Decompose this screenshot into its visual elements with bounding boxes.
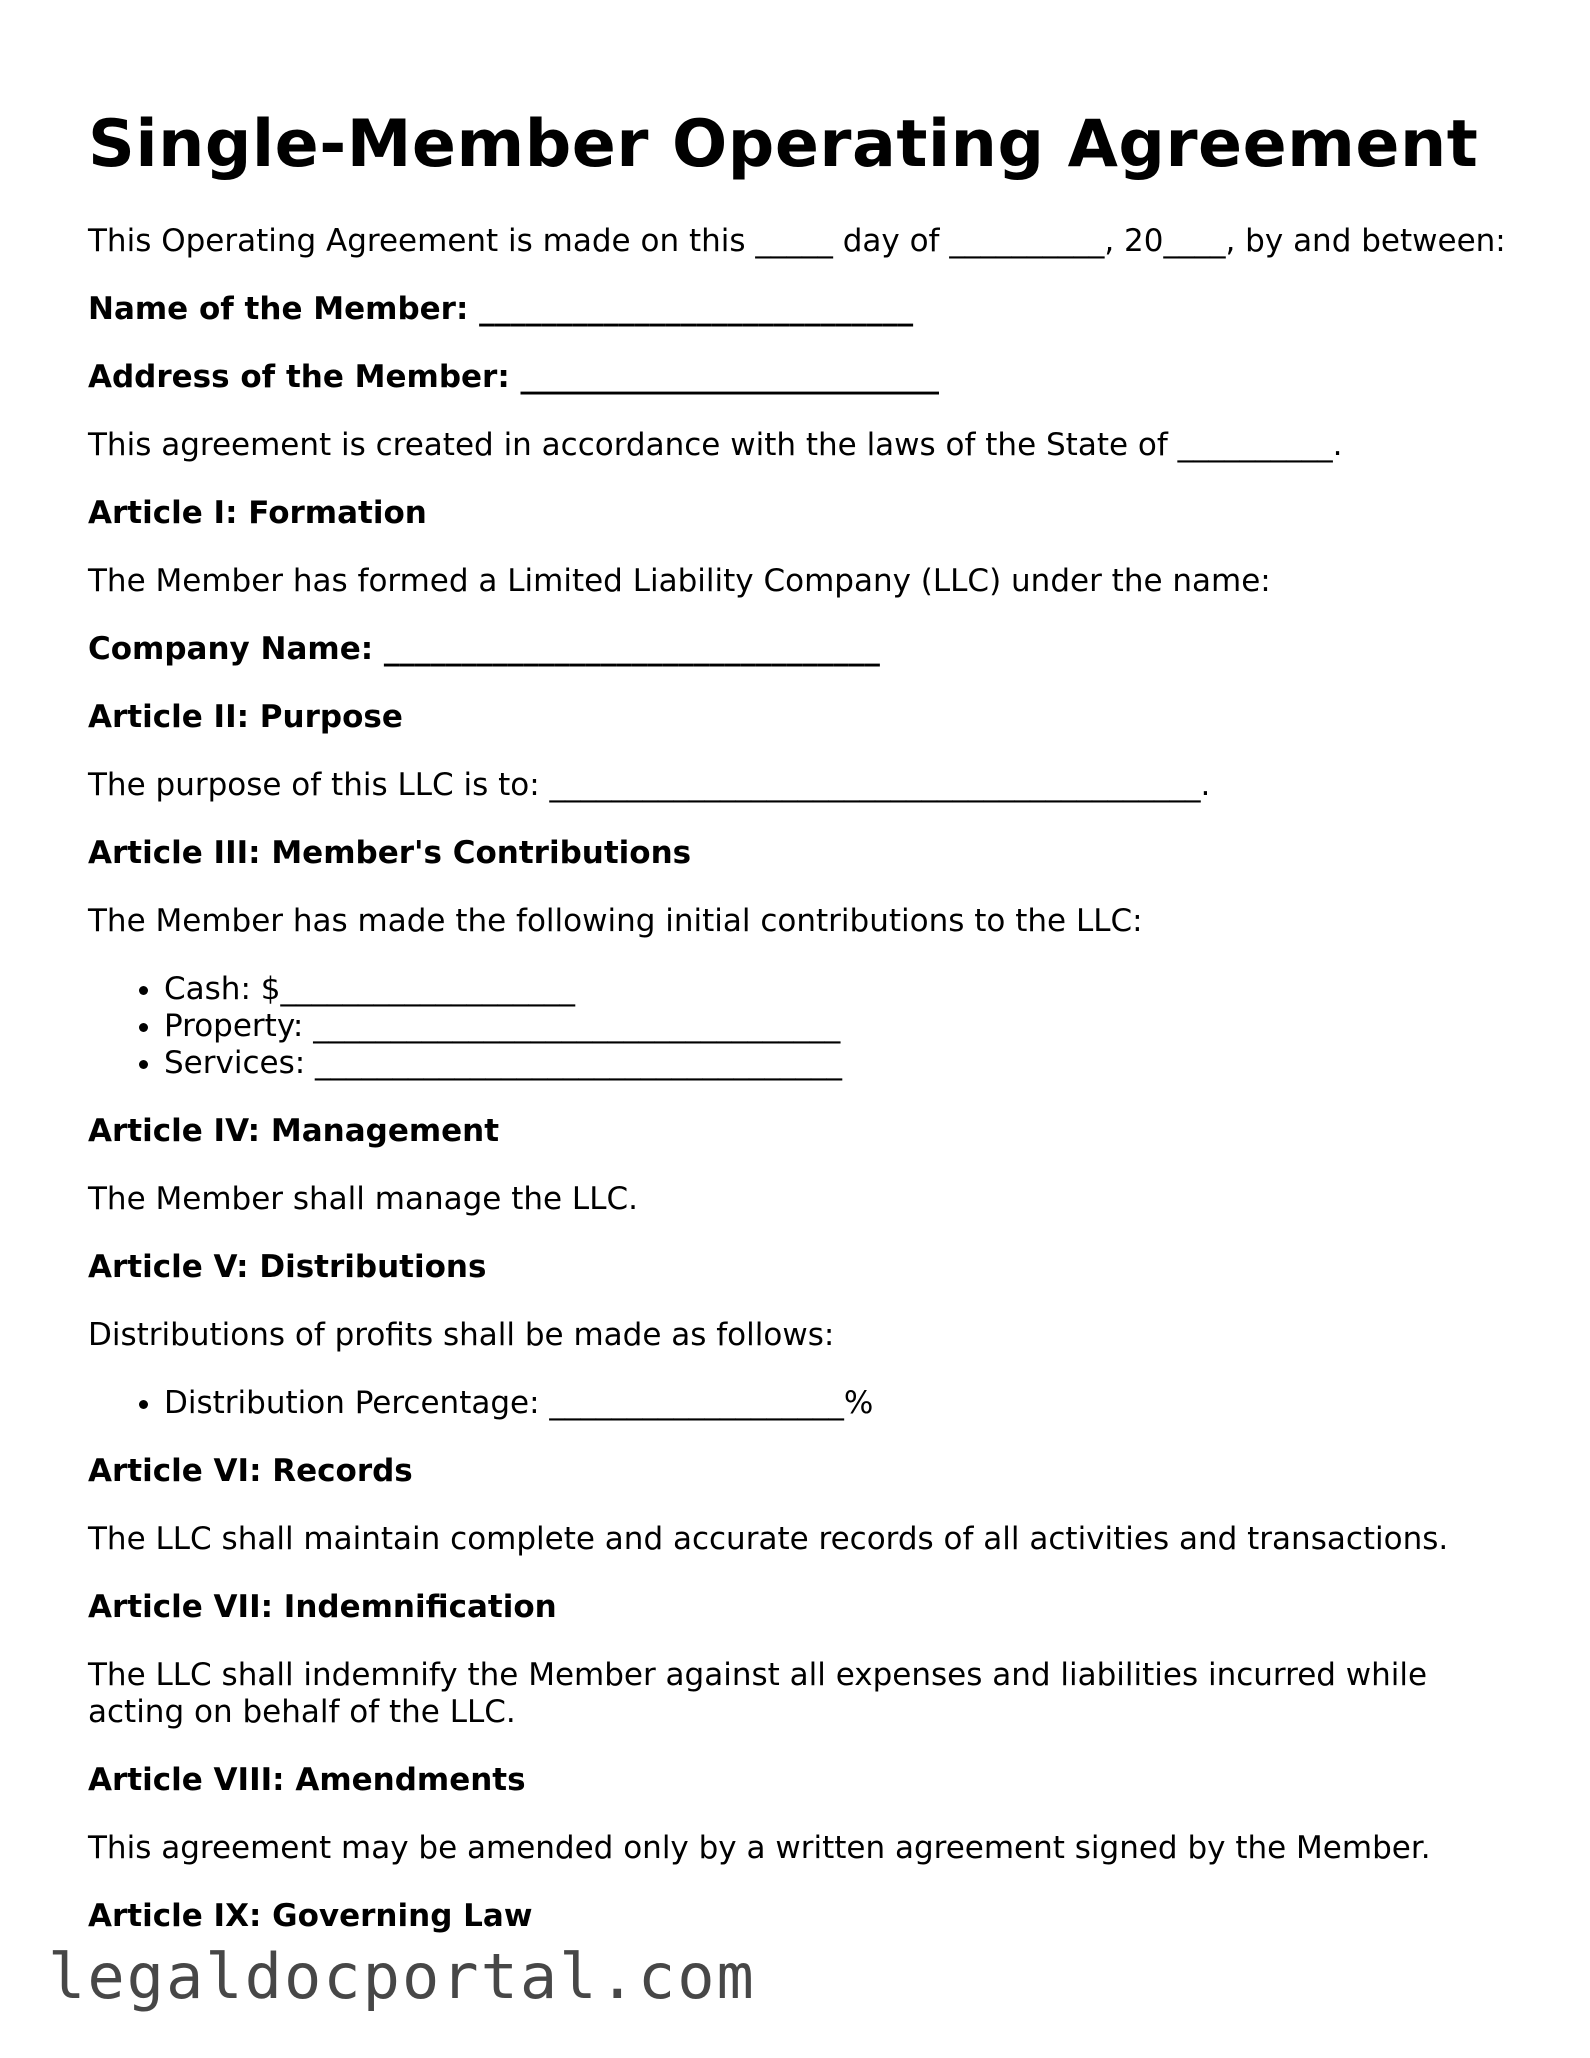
article-4-heading: Article IV: Management — [88, 1112, 500, 1149]
document-page — [88, 108, 1508, 1966]
article-5-text: Distributions of profits shall be made as follows: — [88, 1316, 835, 1353]
list-item: • Distribution Percentage: ___________________% — [164, 1385, 1508, 1422]
state-law-paragraph: This agreement is created in accordance with the laws of the State of __________. — [88, 426, 1343, 463]
article-8-text: This agreement may be amended only by a written agreement signed by the Member. — [88, 1829, 1431, 1866]
company-name-field: Company Name: ________________________________ — [88, 630, 880, 667]
member-address-field: Address of the Member: ___________________________ — [88, 358, 940, 395]
article-2-heading: Article II: Purpose — [88, 698, 403, 735]
article-4-text: The Member shall manage the LLC. — [88, 1180, 638, 1217]
article-8-heading: Article VIII: Amendments — [88, 1761, 526, 1798]
article-3-text: The Member has made the following initial contributions to the LLC: — [88, 902, 1143, 939]
article-9-heading: Article IX: Governing Law — [88, 1897, 533, 1934]
article-5-heading: Article V: Distributions — [88, 1248, 487, 1285]
article-6-text: The LLC shall maintain complete and accurate records of all activities and transactions. — [88, 1520, 1449, 1557]
document-title: Single-Member Operating Agreement — [88, 107, 1479, 182]
article-7-heading: Article VII: Indemnification — [88, 1588, 557, 1625]
intro-paragraph: This Operating Agreement is made on this _____ day of __________, 20____, by and between: — [88, 222, 1506, 259]
article-1-heading: Article I: Formation — [88, 494, 427, 531]
distributions-list — [88, 1385, 1508, 1422]
article-3-heading: Article III: Member's Contributions — [88, 834, 692, 871]
watermark: legaldocportal.com — [48, 1940, 756, 2013]
list-item: • Cash: $___________________ — [164, 971, 1508, 1008]
contributions-list — [88, 971, 1508, 1082]
article-1-text: The Member has formed a Limited Liability Company (LLC) under the name: — [88, 562, 1271, 599]
list-item: • Services: __________________________________ — [164, 1045, 1508, 1082]
article-2-text: The purpose of this LLC is to: __________________________________________. — [88, 766, 1211, 803]
list-item: • Property: __________________________________ — [164, 1008, 1508, 1045]
article-6-heading: Article VI: Records — [88, 1452, 413, 1489]
article-7-text: The LLC shall indemnify the Member against all expenses and liabilities incurred while acting on behalf of the LLC. — [88, 1656, 1428, 1730]
member-name-field: Name of the Member: ____________________________ — [88, 290, 914, 327]
